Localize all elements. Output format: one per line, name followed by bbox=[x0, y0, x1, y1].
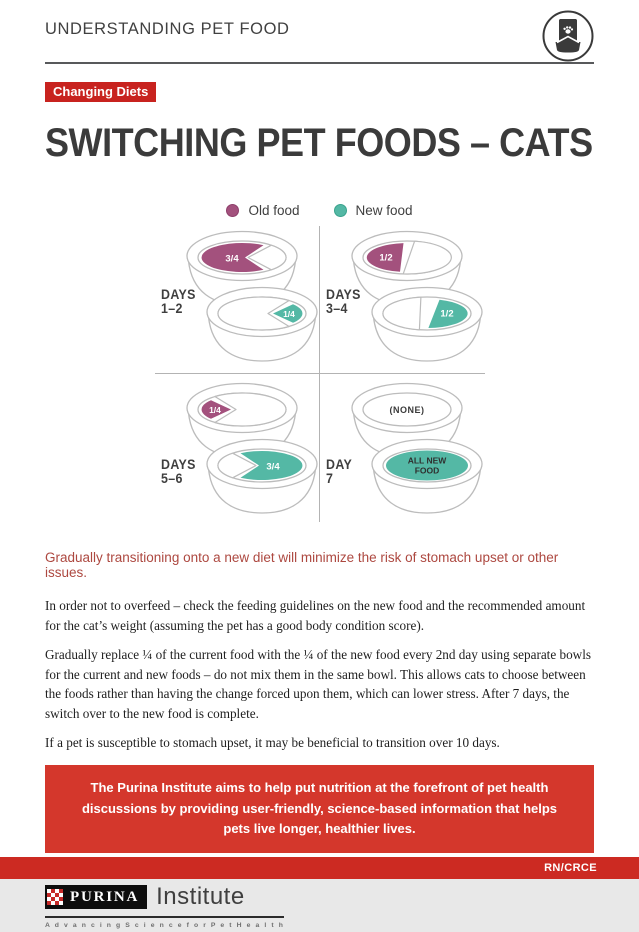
institute-wordmark: Institute bbox=[156, 883, 245, 911]
paragraph: If a pet is susceptible to stomach upset, it may be beneficial to transition over 10 days. bbox=[45, 735, 500, 751]
header-title: UNDERSTANDING PET FOOD bbox=[45, 20, 290, 38]
page-title: SWITCHING PET FOODS – CATS bbox=[45, 121, 593, 165]
day-label: DAY 7 bbox=[325, 457, 352, 487]
svg-text:3/4: 3/4 bbox=[265, 461, 280, 473]
brand-tagline: A d v a n c i n g S c i e n c e f o r P e t H e a l t h bbox=[45, 922, 285, 930]
all-new-food-bowl bbox=[372, 440, 482, 514]
purina-institute-logo bbox=[45, 883, 284, 929]
purina-institute-callout: The Purina Institute aims to help put nutrition at the forefront of pet health discussions by providing user-friendly, science-based information that helps pets live longer, healthier lives. bbox=[45, 765, 594, 853]
svg-text:3/4: 3/4 bbox=[224, 253, 239, 265]
new-food-dot-icon bbox=[334, 204, 347, 217]
old-food-dot-icon bbox=[226, 204, 239, 217]
header bbox=[45, 0, 594, 64]
legend-old-label: Old food bbox=[248, 202, 300, 218]
paragraph: Gradually replace ¼ of the current food with the ¼ of the new food every 2nd day using separate bowls for the current and new foods – do not mix them in the same bowl. This allows cats to choose between the foods rather than having the change forced upon them, which can lower stress. After 7 days, the switch over to the new food is complete. bbox=[45, 647, 592, 721]
body-copy bbox=[45, 596, 594, 753]
bowls-days-5-6 bbox=[155, 374, 320, 522]
legend-new-label: New food bbox=[355, 202, 413, 218]
day-label: DAYS 3–4 bbox=[325, 287, 361, 317]
svg-text:1/2: 1/2 bbox=[439, 308, 454, 320]
quadrant-days-5-6 bbox=[155, 374, 320, 522]
bowls-day-7 bbox=[320, 374, 485, 522]
purina-wordmark: PURINA bbox=[70, 888, 140, 905]
transition-diagram bbox=[155, 226, 485, 522]
highlight-sentence: Gradually transitioning onto a new diet will minimize the risk of stomach upset or other issues. bbox=[45, 550, 559, 580]
logo-row bbox=[45, 883, 284, 918]
footer-bar bbox=[0, 857, 639, 879]
svg-text:(NONE): (NONE) bbox=[389, 405, 424, 415]
purina-logo-box bbox=[45, 885, 147, 909]
quadrant-days-3-4 bbox=[320, 226, 485, 374]
section-badge: Changing Diets bbox=[45, 82, 156, 102]
svg-text:1/2: 1/2 bbox=[378, 252, 393, 264]
legend-item-new-food bbox=[334, 203, 413, 218]
pet-food-icon bbox=[542, 10, 594, 62]
svg-text:1/4: 1/4 bbox=[208, 405, 221, 415]
day-label: DAYS 5–6 bbox=[160, 457, 196, 487]
svg-text:FOOD: FOOD bbox=[414, 465, 439, 476]
new-food-bowl bbox=[207, 288, 317, 362]
purina-checkerboard-icon bbox=[47, 889, 63, 905]
doc-code: RN/CRCE bbox=[544, 862, 597, 874]
quadrant-days-1-2 bbox=[155, 226, 320, 374]
day-label: DAYS 1–2 bbox=[160, 287, 196, 317]
svg-text:1/4: 1/4 bbox=[282, 309, 295, 319]
quadrant-day-7 bbox=[320, 374, 485, 522]
new-food-bowl bbox=[372, 288, 482, 362]
new-food-bowl bbox=[207, 440, 317, 514]
svg-text:ALL NEW: ALL NEW bbox=[407, 455, 446, 466]
legend bbox=[45, 202, 594, 218]
paragraph: In order not to overfeed – check the feeding guidelines on the new food and the recommended amount for the cat’s weight (assuming the pet has a good body condition score). bbox=[45, 598, 586, 633]
legend-item-old-food bbox=[226, 203, 299, 218]
